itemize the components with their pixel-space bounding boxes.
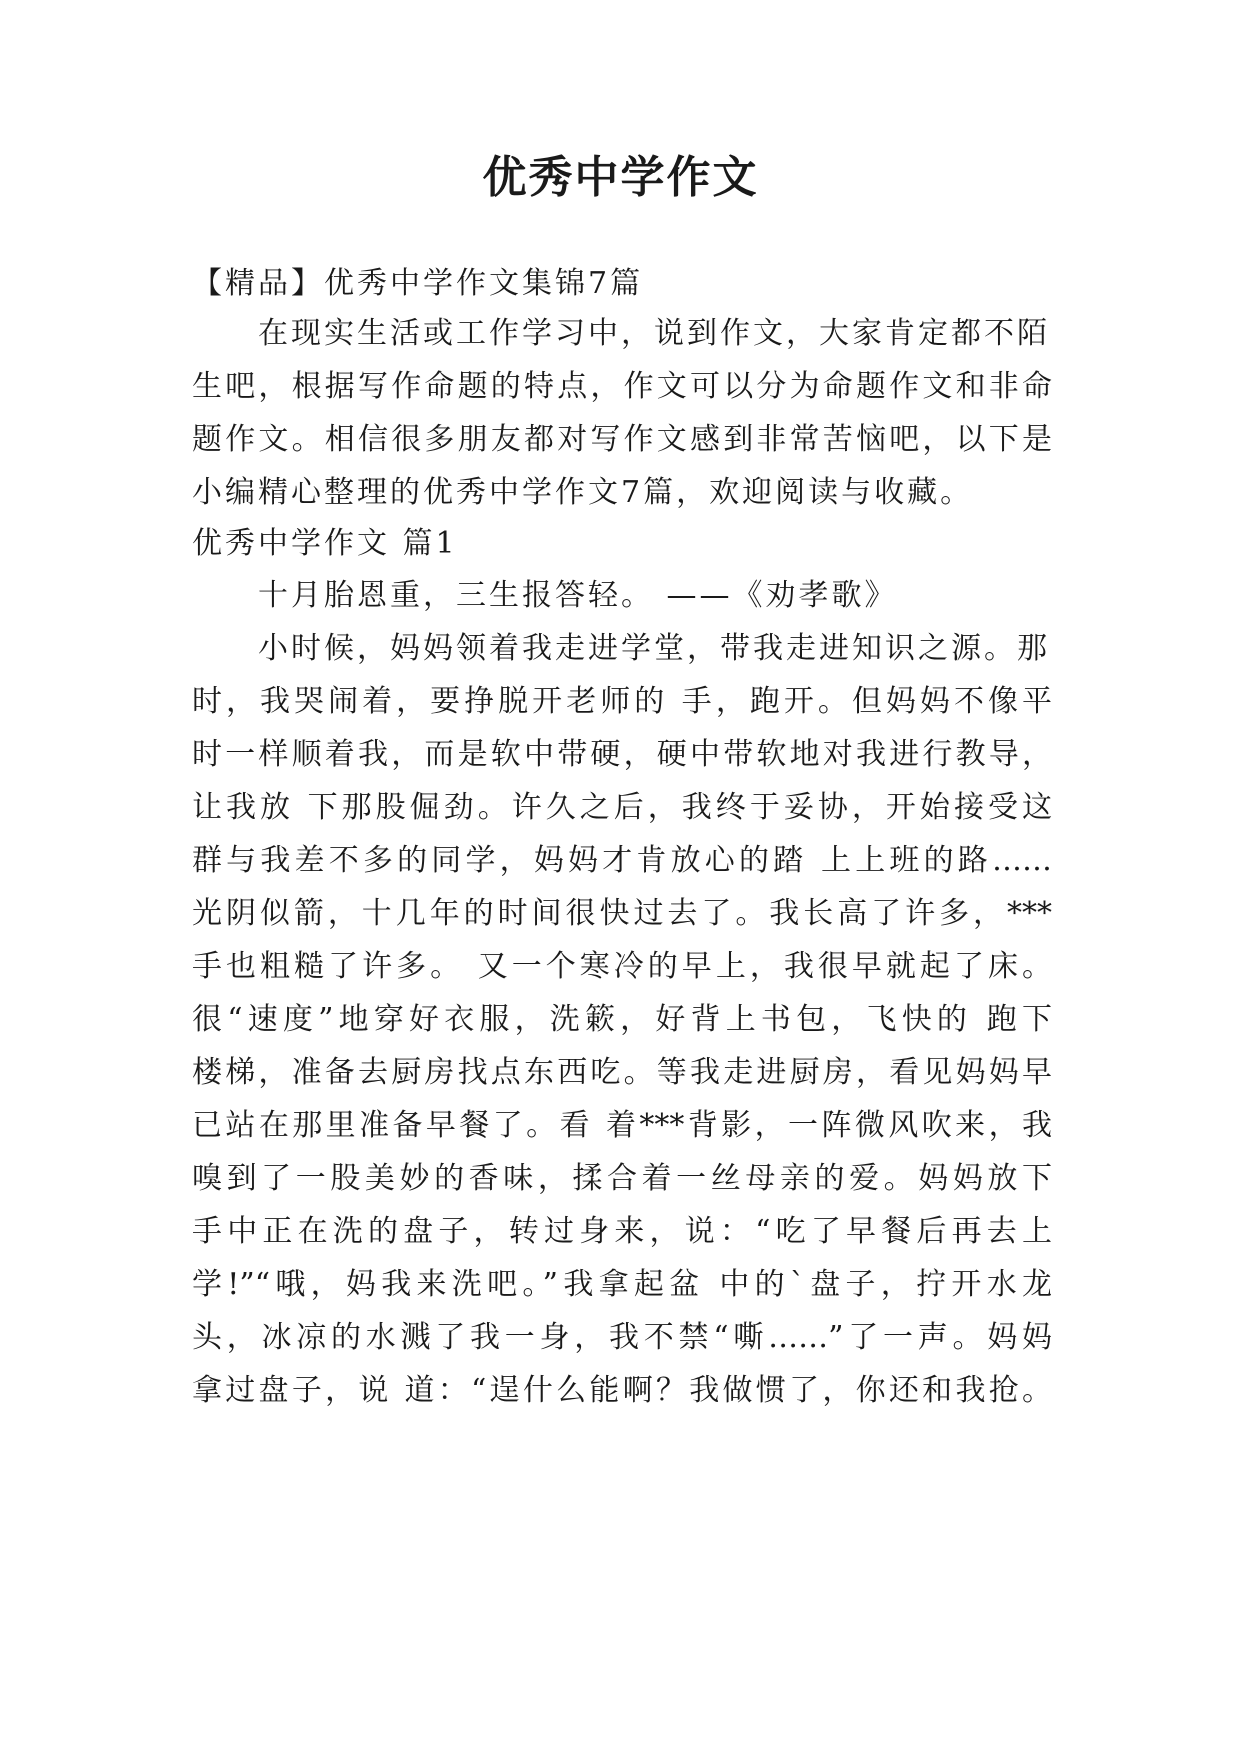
body-line: 群与我差不多的同学，妈妈才肯放心的踏 上上班的路…… [192,843,1052,878]
body-line: 拿过盘子，说 道：“逞什么能啊？我做惯了，你还和我抢。 [192,1373,1052,1408]
body-line: 很“速度”地穿好衣服，洗簌，好背上书包，飞快的 跑下 [192,1002,1052,1037]
body-line: 手也粗糙了许多。 又一个寒冷的早上，我很早就起了床。 [192,949,1052,984]
body-line: 小时候，妈妈领着我走进学堂，带我走进知识之源。那 [258,631,1050,666]
subtitle: 【精品】优秀中学作文集锦7篇 [192,266,644,301]
body-line: 光阴似箭，十几年的时间很快过去了。我长高了许多，*** [192,896,1052,931]
quote: 十月胎恩重，三生报答轻。 ——《劝孝歌》 [258,578,898,613]
body-line: 嗅到了一股美妙的香味，揉合着一丝母亲的爱。妈妈放下 [192,1161,1052,1196]
body-line: 头，冰凉的水溅了我一身，我不禁“嘶……”了一声。妈妈 [192,1320,1052,1355]
body-line: 时一样顺着我，而是软中带硬，硬中带软地对我进行教导， [192,737,1052,772]
intro-line: 题作文。相信很多朋友都对写作文感到非常苦恼吧，以下是 [192,422,1052,457]
body-line: 让我放 下那股倔劲。许久之后，我终于妥协，开始接受这 [192,790,1052,825]
body-line: 学!”“哦，妈我来洗吧。”我拿起盆 中的`盘子，拧开水龙 [192,1267,1052,1302]
intro-line: 小编精心整理的优秀中学作文7篇，欢迎阅读与收藏。 [192,475,974,510]
intro-line: 在现实生活或工作学习中，说到作文，大家肯定都不陌 [258,316,1050,351]
section-heading: 优秀中学作文 篇1 [192,526,458,561]
body-line: 手中正在洗的盘子，转过身来，说：“吃了早餐后再去上 [192,1214,1052,1249]
body-line: 楼梯，准备去厨房找点东西吃。等我走进厨房，看见妈妈早 [192,1055,1052,1090]
body-line: 时，我哭闹着，要挣脱开老师的 手，跑开。但妈妈不像平 [192,684,1052,719]
document-title: 优秀中学作文 [482,152,759,203]
body-line: 已站在那里准备早餐了。看 着***背影，一阵微风吹来，我 [192,1108,1052,1143]
intro-line: 生吧，根据写作命题的特点，作文可以分为命题作文和非命 [192,369,1052,404]
